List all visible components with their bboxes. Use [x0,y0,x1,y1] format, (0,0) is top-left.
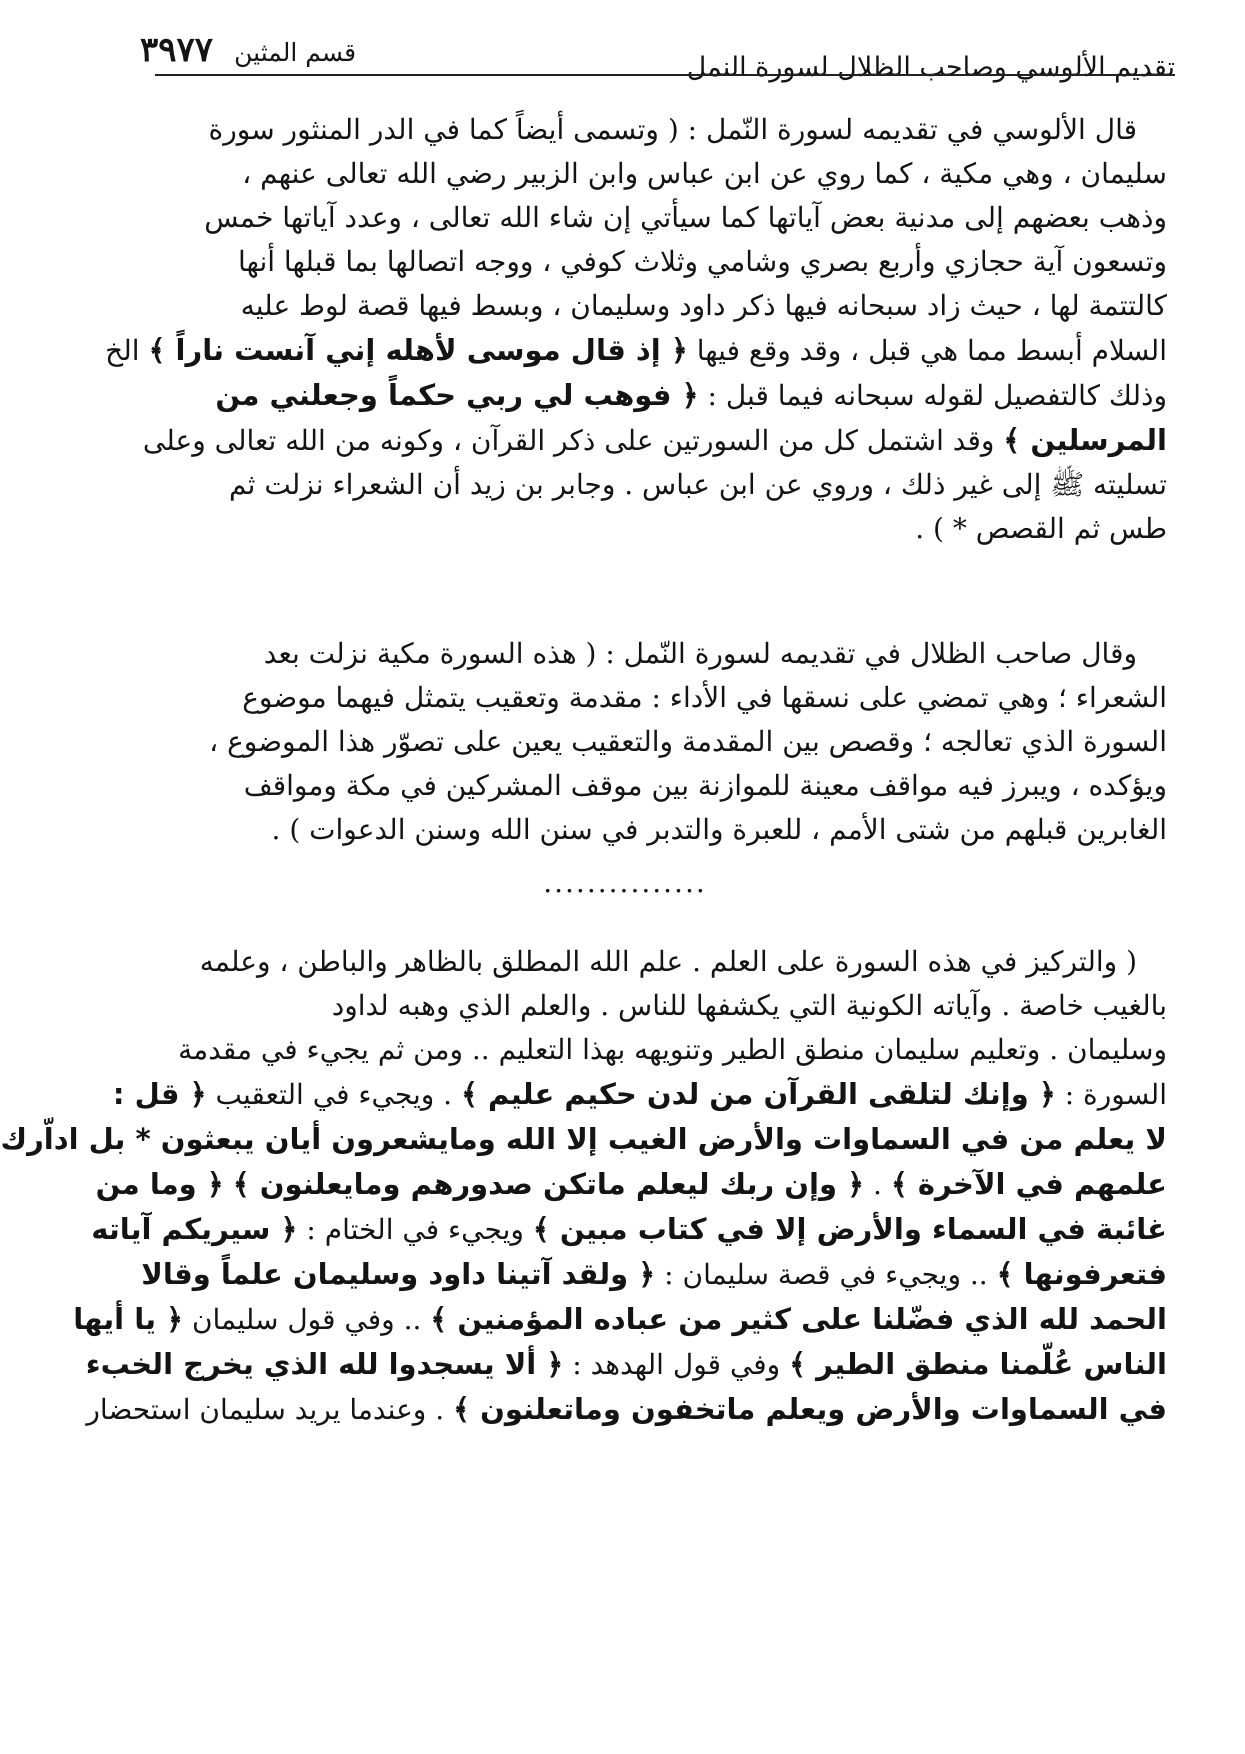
quran-verse: الحمد لله الذي فضّلنا على كثير من عباده المؤمنين ﴾ [430,1302,1167,1336]
text-line: الغابرين قبلهم من شتى الأمم ، للعبرة والتدبر في سنن الله وسنن الدعوات ) . [271,813,1167,846]
text-line: وسليمان . وتعليم سليمان منطق الطير وتنويهه بهذا التعليم .. ومن ثم يجيء في مقدمة [178,1033,1167,1066]
quran-verse: لا يعلم من في السماوات والأرض الغيب إلا الله ومايشعرون أيان يبعثون * بل اداّرك [0,1122,1167,1156]
text-line: الحمد لله الذي فضّلنا على كثير من عباده المؤمنين ﴾ .. وفي قول سليمان ﴿ يا أيها [73,1302,1167,1336]
quran-verse: ﴿ ألا يسجدوا لله الذي يخرج الخبء [85,1347,564,1381]
text-line: ويؤكده ، ويبرز فيه مواقف معينة للموازنة بين موقف المشركين في مكة ومواقف [243,769,1167,802]
quran-verse: ﴿ يا أيها [73,1302,184,1336]
text-line: السورة : ﴿ وإنك لتلقى القرآن من لدن حكيم عليم ﴾ . ويجيء في التعقيب ﴿ قل : [112,1077,1167,1111]
text-line: فتعرفونها ﴾ .. ويجيء في قصة سليمان : ﴿ ولقد آتينا داود وسليمان علماً وقالا [141,1257,1167,1291]
text-line: المرسلين ﴾ وقد اشتمل كل من السورتين على ذكر القرآن ، وكونه من الله تعالى وعلى [142,423,1167,457]
dotted-separator: ............... [543,866,707,899]
text-line: بالغيب خاصة . وآياته الكونية التي يكشفها للناس . والعلم الذي وهبه لداود [331,989,1167,1022]
quran-verse: فتعرفونها ﴾ [996,1257,1167,1291]
quran-verse: ﴿ وإنك لتلقى القرآن من لدن حكيم عليم ﴾ [460,1077,1056,1111]
quran-verse: علمهم في الآخرة ﴾ [890,1167,1167,1201]
knowledge-paragraph [0,940,1167,1432]
quran-verse: ﴿ فوهب لي ربي حكماً وجعلني من [215,378,699,412]
quran-verse: ﴿ سيريكم آياته [91,1212,298,1246]
text-line: وقال صاحب الظلال في تقديمه لسورة النّمل : ( هذه السورة مكية نزلت بعد [263,637,1137,670]
quran-verse: ﴿ إذ قال موسى لأهله إني آنست ناراً ﴾ [148,333,688,367]
text-line: قال الألوسي في تقديمه لسورة النّمل : ( وتسمى أيضاً كما في الدر المنثور سورة [208,113,1137,146]
quran-verse: المرسلين ﴾ [1003,423,1167,457]
text-line: غائبة في السماء والأرض إلا في كتاب مبين ﴾ ويجيء في الختام : ﴿ سيريكم آياته [91,1212,1167,1246]
quran-verse: في السماوات والأرض ويعلم ماتخفون وماتعلنون ﴾ [453,1392,1167,1426]
page-header [140,22,1175,98]
quran-verse: ﴿ قل : [112,1077,207,1111]
text-line: ( والتركيز في هذه السورة على العلم . علم الله المطلق بالظاهر والباطن ، وعلمه [199,945,1137,978]
quran-verse: ﴿ وما من [95,1167,224,1201]
text-line: وذلك كالتفصيل لقوله سبحانه فيما قبل : ﴿ فوهب لي ربي حكماً وجعلني من [215,378,1167,412]
quran-verse: ﴿ وإن ربك ليعلم ماتكن صدورهم ومايعلنون ﴾ [232,1167,865,1201]
text-line: وذهب بعضهم إلى مدنية بعض آياتها كما سيأتي إن شاء الله تعالى ، وعدد آياتها خمس [204,201,1167,234]
alusi-paragraph [105,108,1167,551]
running-title: تقديم الألوسي وصاحب الظلال لسورة النمل [686,52,1175,83]
page-number: ٣٩٧٧ [140,30,214,70]
quran-verse: ﴿ ولقد آتينا داود وسليمان علماً وقالا [141,1257,656,1291]
zilal-paragraph [105,632,1167,852]
text-line: السلام أبسط مما هي قبل ، وقد وقع فيها ﴿ إذ قال موسى لأهله إني آنست ناراً ﴾ الخ [105,333,1167,367]
text-line: سليمان ، وهي مكية ، كما روي عن ابن عباس وابن الزبير رضي الله تعالى عنهم ، [242,157,1167,190]
text-line: تسليته ﷺ إلى غير ذلك ، وروي عن ابن عباس . وجابر بن زيد أن الشعراء نزلت ثم [228,468,1167,501]
header-divider [155,74,1175,76]
text-line [0,1117,1167,1162]
text-line: كالتتمة لها ، حيث زاد سبحانه فيها ذكر داود وسليمان ، وبسط فيها قصة لوط عليه [240,289,1167,322]
text-line: وتسعون آية حجازي وأربع بصري وشامي وثلاث كوفي ، ووجه اتصالها بما قبلها أنها [238,245,1167,278]
text-line: السورة الذي تعالجه ؛ وقصص بين المقدمة والتعقيب يعين على تصوّر هذا الموضوع ، [209,725,1167,758]
text-line: الشعراء ؛ وهي تمضي على نسقها في الأداء : مقدمة وتعقيب يتمثل فيهما موضوع [242,681,1167,714]
quran-verse: غائبة في السماء والأرض إلا في كتاب مبين ﴾ [532,1212,1167,1246]
section-and-page-number [140,30,356,70]
text-line: في السماوات والأرض ويعلم ماتخفون وماتعلنون ﴾ . وعندما يريد سليمان استحضار [86,1392,1167,1426]
text-line: علمهم في الآخرة ﴾ . ﴿ وإن ربك ليعلم ماتكن صدورهم ومايعلنون ﴾ ﴿ وما من [95,1167,1167,1201]
text-line: طس ثم القصص * ) . [915,512,1167,545]
quran-verse: الناس عُلّمنا منطق الطير ﴾ [789,1347,1167,1381]
text-line: الناس عُلّمنا منطق الطير ﴾ وفي قول الهدهد : ﴿ ألا يسجدوا لله الذي يخرج الخبء [85,1347,1167,1381]
section-name: قسم المثين [234,38,357,67]
